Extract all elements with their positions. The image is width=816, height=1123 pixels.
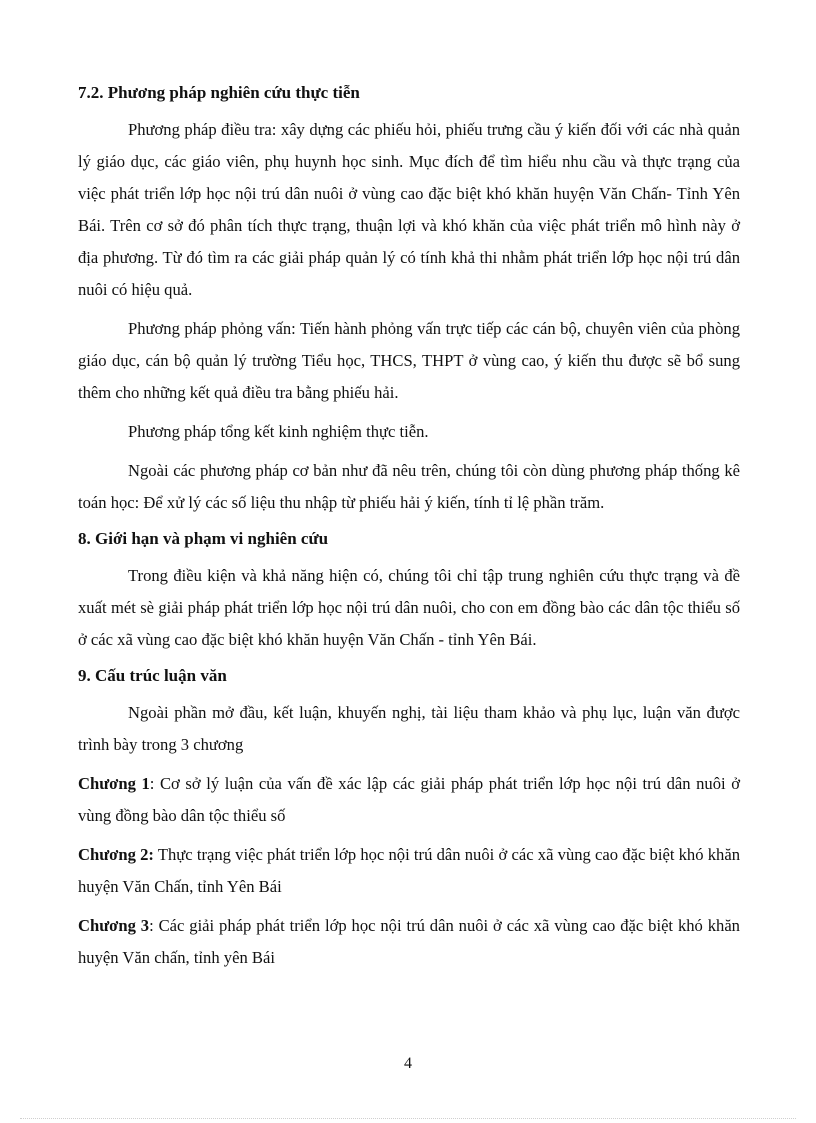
section-heading-8: 8. Giới hạn và phạm vi nghiên cứu	[78, 529, 329, 548]
chapter-3-label: Chương 3	[78, 916, 150, 935]
paragraph-scope: Trong điều kiện và khả năng hiện có, chúng tôi chỉ tập trung nghiên cứu thực trạng và đề xuất mét sè giải pháp phát triển lớp học nội trú dân nuôi, cho con em đồng bào các dân tộc thiểu số ở các xã vùng cao đặc biệt khó khăn huyện Văn Chấn - tỉnh Yên Bái.	[78, 566, 740, 649]
paragraph-survey-method: Phương pháp điều tra: xây dựng các phiếu hỏi, phiếu trưng cầu ý kiến đối với các nhà quản lý giáo dục, các giáo viên, phụ huynh học sinh. Mục đích để tìm hiểu nhu cầu và thực trạng của việc phát triển lớp học nội trú dân nuôi ở vùng cao đặc biệt khó khăn huyện Văn Chấn- Tỉnh Yên Bái. Trên cơ sở đó phân tích thực trạng, thuận lợi và khó khăn của việc phát triển mô hình này ở địa phương. Từ đó tìm ra các giải pháp quản lý có tính khả thi nhằm phát triển lớp học nội trú dân nuôi có hiệu quả.	[78, 120, 740, 299]
paragraph-structure-intro: Ngoài phần mở đầu, kết luận, khuyến nghị, tài liệu tham khảo và phụ lục, luận văn được trình bày trong 3 chương	[78, 703, 740, 754]
page-bottom-divider	[20, 1118, 796, 1119]
chapter-3-item	[78, 910, 740, 974]
chapter-3-text: : Các giải pháp phát triển lớp học nội trú dân nuôi ở các xã vùng cao đặc biệt khó khăn huyện Văn chấn, tỉnh yên Bái	[78, 916, 740, 967]
paragraph-experience-method: Phương pháp tổng kết kinh nghiệm thực tiễn.	[128, 422, 429, 441]
section-heading-7-2: 7.2. Phương pháp nghiên cứu thực tiễn	[78, 83, 360, 102]
chapter-2-label: Chương 2:	[78, 845, 154, 864]
chapter-1-item	[78, 768, 740, 832]
chapter-1-text: : Cơ sở lý luận của vấn đề xác lập các giải pháp phát triển lớp học nội trú dân nuôi ở vùng đồng bào dân tộc thiểu số	[78, 774, 740, 825]
paragraph-interview-method: Phương pháp phỏng vấn: Tiến hành phỏng vấn trực tiếp các cán bộ, chuyên viên của phòng giáo dục, cán bộ quản lý trường Tiểu học, THCS, THPT ở vùng cao, ý kiến thu được sẽ bổ sung thêm cho những kết quả điều tra bằng phiếu hải.	[78, 319, 740, 402]
paragraph-statistics-method: Ngoài các phương pháp cơ bản như đã nêu trên, chúng tôi còn dùng phương pháp thống kê toán học: Để xử lý các số liệu thu nhập từ phiếu hải ý kiến, tính tỉ lệ phần trăm.	[78, 461, 740, 512]
chapter-1-label: Chương 1	[78, 774, 150, 793]
chapter-2-text: Thực trạng việc phát triển lớp học nội trú dân nuôi ở các xã vùng cao đặc biệt khó khăn huyện Văn Chấn, tỉnh Yên Bái	[78, 845, 741, 896]
chapter-2-item	[78, 839, 740, 903]
page-content	[78, 80, 740, 981]
section-heading-9: 9. Cấu trúc luận văn	[78, 666, 227, 685]
page-number: 4	[404, 1055, 412, 1072]
